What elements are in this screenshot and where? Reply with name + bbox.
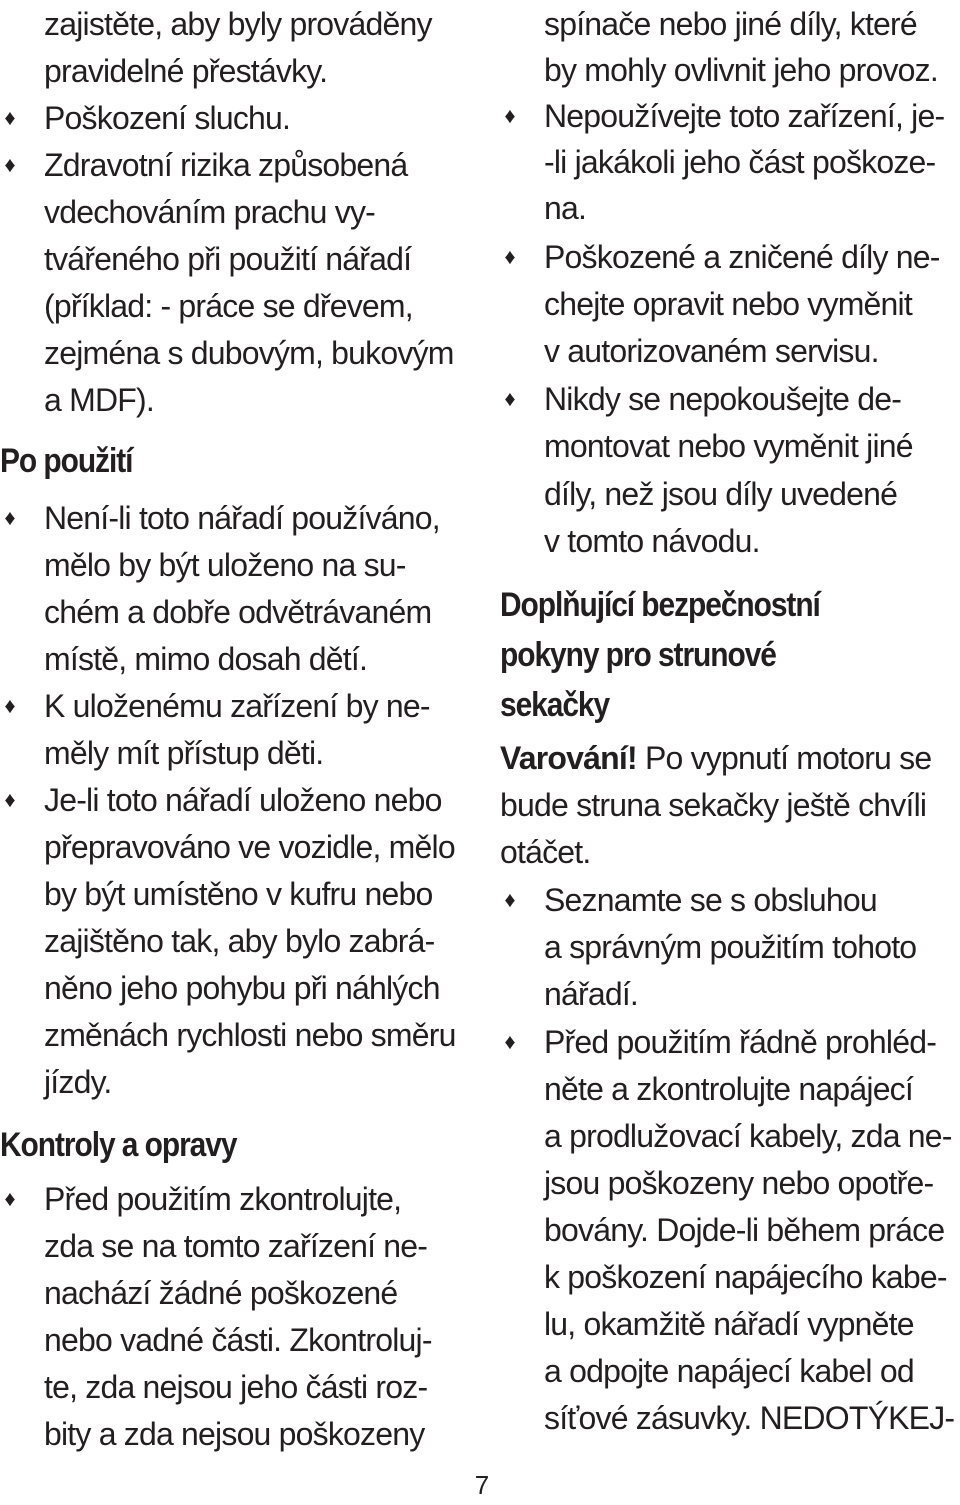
text-line: v tomto návodu. <box>544 523 760 559</box>
text-line: Není-li toto nářadí používáno, <box>44 500 440 536</box>
text-line: nářadí. <box>544 976 639 1012</box>
text-line: a prodlužovací kabely, zda ne- <box>544 1118 952 1154</box>
text-line: chejte opravit nebo vyměnit <box>544 286 912 322</box>
text-line: něte a zkontrolujte napájecí <box>544 1071 913 1107</box>
diamond-bullet-icon: ♦ <box>4 105 16 130</box>
text-line: zda se na tomto zařízení ne- <box>44 1228 428 1264</box>
text-line: místě, mimo dosah dětí. <box>44 641 368 677</box>
text-line: zajištěno tak, aby bylo zabrá- <box>44 923 435 959</box>
text-line: bity a zda nejsou poškozeny <box>44 1416 425 1452</box>
text-line: Poškození sluchu. <box>44 100 291 136</box>
text-line: chém a dobře odvětrávaném <box>44 594 432 630</box>
section-heading: Kontroly a opravy <box>0 1126 237 1164</box>
text-line: by mohly ovlivnit jeho provoz. <box>544 52 938 88</box>
text-line: díly, než jsou díly uvedené <box>544 476 898 512</box>
diamond-bullet-icon: ♦ <box>4 1186 16 1211</box>
section-heading: Doplňující bezpečnostní <box>500 586 820 624</box>
section-heading: Po použití <box>0 442 133 480</box>
text-line: Nepoužívejte toto zařízení, je- <box>544 98 945 134</box>
text-line: Před použitím zkontrolujte, <box>44 1181 402 1217</box>
text-line: spínače nebo jiné díly, které <box>544 6 917 42</box>
page-number: 7 <box>474 1470 490 1500</box>
text-line: bude struna sekačky ještě chvíli <box>500 787 927 823</box>
text-line: jízdy. <box>44 1064 112 1100</box>
text-line: v autorizovaném servisu. <box>544 333 879 369</box>
text-line: bovány. Dojde-li během práce <box>544 1212 945 1248</box>
text-line: Zdravotní rizika způsobená <box>44 147 408 183</box>
text-line: tvářeného při použití nářadí <box>44 241 412 277</box>
text-line: měly mít přístup děti. <box>44 735 324 771</box>
text-line: Seznamte se s obsluhou <box>544 882 877 918</box>
section-heading: sekačky <box>500 686 610 724</box>
diamond-bullet-icon: ♦ <box>504 1029 516 1054</box>
text-line: by být umístěno v kufru nebo <box>44 876 433 912</box>
text-line: lu, okamžitě nářadí vypněte <box>544 1306 914 1342</box>
text-line: Je-li toto nářadí uloženo nebo <box>44 782 442 818</box>
text-line: montovat nebo vyměnit jiné <box>544 428 913 464</box>
warning-text: Po vypnutí motoru se <box>636 740 932 776</box>
text-line: te, zda nejsou jeho části roz- <box>44 1369 428 1405</box>
text-line: jsou poškozeny nebo opotře- <box>544 1165 934 1201</box>
text-line: Nikdy se nepokoušejte de- <box>544 381 902 417</box>
text-line: zajistěte, aby byly prováděny <box>44 6 432 42</box>
text-line: nebo vadné části. Zkontroluj- <box>44 1322 432 1358</box>
text-line: zejména s dubovým, bukovým <box>44 335 454 371</box>
text-line: a správným použitím tohoto <box>544 929 917 965</box>
diamond-bullet-icon: ♦ <box>504 103 516 128</box>
text-line: vdechováním prachu vy- <box>44 194 376 230</box>
text-line: Před použitím řádně prohléd- <box>544 1024 937 1060</box>
text-line: a MDF). <box>44 382 154 418</box>
diamond-bullet-icon: ♦ <box>4 505 16 530</box>
diamond-bullet-icon: ♦ <box>4 693 16 718</box>
diamond-bullet-icon: ♦ <box>504 244 516 269</box>
text-line: nachází žádné poškozené <box>44 1275 398 1311</box>
diamond-bullet-icon: ♦ <box>4 787 16 812</box>
text-line: síťové zásuvky. NEDOTÝKEJ- <box>544 1400 955 1436</box>
text-line: -li jakákoli jeho část poškoze- <box>544 144 936 180</box>
text-line: na. <box>544 190 587 226</box>
text-line: a odpojte napájecí kabel od <box>544 1353 914 1389</box>
text-line: změnách rychlosti nebo směru <box>44 1017 456 1053</box>
diamond-bullet-icon: ♦ <box>504 887 516 912</box>
text-line: K uloženému zařízení by ne- <box>44 688 430 724</box>
text-line: Poškozené a zničené díly ne- <box>544 239 940 275</box>
text-line: k poškození napájecího kabe- <box>544 1259 947 1295</box>
diamond-bullet-icon: ♦ <box>4 152 16 177</box>
text-line: mělo by být uloženo na su- <box>44 547 406 583</box>
text-line: něno jeho pohybu při náhlých <box>44 970 440 1006</box>
diamond-bullet-icon: ♦ <box>504 386 516 411</box>
text-line: pravidelné přestávky. <box>44 53 328 89</box>
text-line: otáčet. <box>500 834 591 870</box>
section-heading: pokyny pro strunové <box>500 636 776 674</box>
warning-line <box>500 734 931 782</box>
warning-label: Varování! <box>500 740 637 776</box>
text-line: přepravováno ve vozidle, mělo <box>44 829 455 865</box>
text-line: (příklad: - práce se dřevem, <box>44 288 413 324</box>
